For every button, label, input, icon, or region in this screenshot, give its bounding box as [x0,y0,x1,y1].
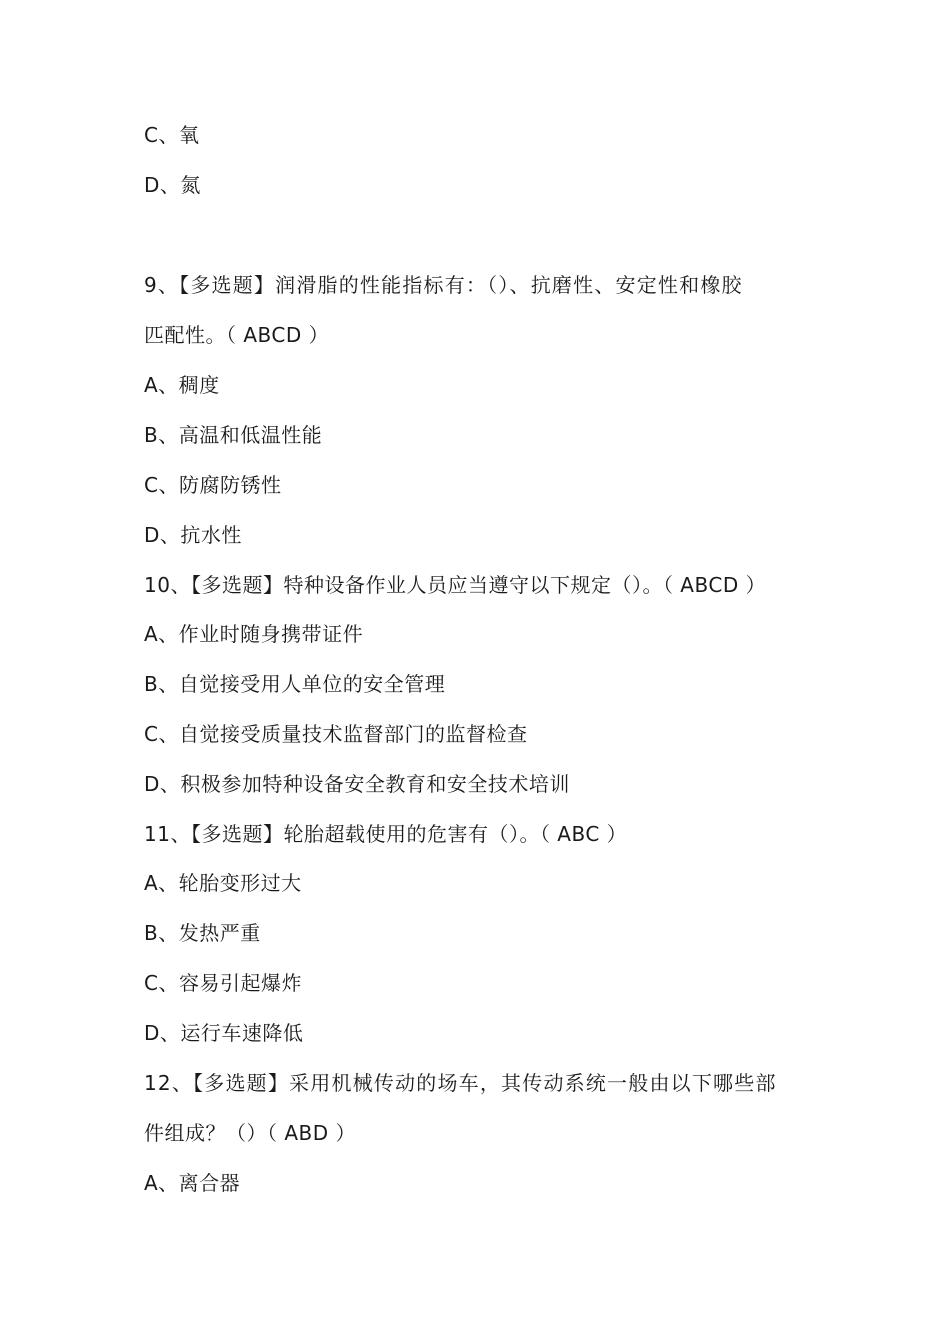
q11-option-d: D、运行车速降低 [144,1021,304,1045]
q11-option-b: B、发热严重 [144,921,261,945]
q9-option-b: B、高温和低温性能 [144,423,323,447]
q9-option-c: C、防腐防锈性 [144,473,282,497]
q9-stem-line2: 匹配性。（ ABCD ） [144,323,330,347]
q12-option-a: A、离合器 [144,1171,241,1195]
q12-stem-line1: 12、【多选题】采用机械传动的场车，其传动系统一般由以下哪些部 [144,1071,777,1095]
q8-option-c: C、氧 [144,123,200,147]
q10-option-b: B、自觉接受用人单位的安全管理 [144,672,446,696]
q10-option-d: D、积极参加特种设备安全教育和安全技术培训 [144,772,570,796]
q9-option-d: D、抗水性 [144,523,242,547]
q11-stem: 11、【多选题】轮胎超载使用的危害有（）。（ ABC ） [144,822,628,846]
q9-stem-line1: 9、【多选题】润滑脂的性能指标有：（）、抗磨性、安定性和橡胶 [144,273,743,297]
q12-stem-line2: 件组成？（）（ ABD ） [144,1121,357,1145]
q8-option-d: D、氮 [144,173,201,197]
q11-option-c: C、容易引起爆炸 [144,971,302,995]
q9-option-a: A、稠度 [144,373,220,397]
q10-stem: 10、【多选题】特种设备作业人员应当遵守以下规定（）。（ ABCD ） [144,573,767,597]
q10-option-a: A、作业时随身携带证件 [144,622,364,646]
q11-option-a: A、轮胎变形过大 [144,871,302,895]
q10-option-c: C、自觉接受质量技术监督部门的监督检查 [144,722,528,746]
